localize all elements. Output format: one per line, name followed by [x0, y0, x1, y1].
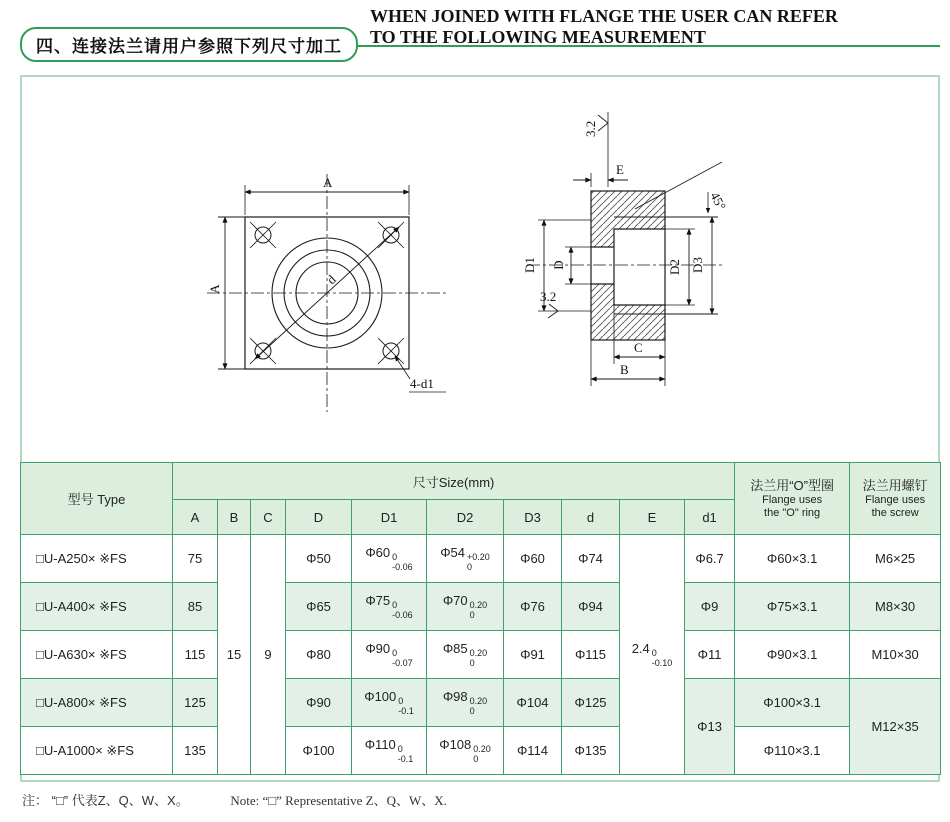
cell-d1-merged: Φ13 — [685, 679, 735, 775]
counterbore-outline — [614, 229, 665, 305]
cell-screw-merged: M12×35 — [850, 679, 941, 775]
col-header-C: C — [251, 500, 286, 535]
cell-D: Φ65 — [286, 583, 352, 631]
col-header-E: E — [620, 500, 685, 535]
cell-A: 75 — [173, 535, 218, 583]
cell-D3: Φ91 — [504, 631, 562, 679]
flange-front-view — [207, 174, 447, 412]
cell-A: 85 — [173, 583, 218, 631]
cell-D3: Φ76 — [504, 583, 562, 631]
surface-roughness-top-symbol — [598, 115, 608, 131]
page-title-en — [370, 6, 940, 48]
col-header-oring — [735, 463, 850, 535]
footnote-en: Note: “□” Representative Z、Q、W、X. — [230, 793, 447, 808]
holes-leader-line — [395, 356, 410, 379]
page-title-line1: WHEN JOINED WITH FLANGE THE USER CAN REFER — [370, 6, 838, 26]
oring-header-zh: 法兰用“O”型圈 — [750, 478, 834, 493]
col-header-screw — [850, 463, 941, 535]
cell-D: Φ90 — [286, 679, 352, 727]
table-row — [21, 535, 941, 583]
cell-d: Φ135 — [562, 727, 620, 775]
cell-A: 135 — [173, 727, 218, 775]
flange-section-view — [522, 112, 729, 386]
cell-d: Φ125 — [562, 679, 620, 727]
cell-D: Φ100 — [286, 727, 352, 775]
cell-d1: Φ11 — [685, 631, 735, 679]
cell-D1: Φ110 0 -0.1 — [352, 727, 427, 775]
dimension-table — [20, 462, 941, 775]
cell-D3: Φ60 — [504, 535, 562, 583]
cell-type: □U-A800× ※FS — [21, 679, 173, 727]
col-header-A: A — [173, 500, 218, 535]
col-header-D: D — [286, 500, 352, 535]
flange-drawings — [22, 77, 936, 462]
cell-D1: Φ60 0 -0.06 — [352, 535, 427, 583]
cell-d: Φ115 — [562, 631, 620, 679]
cell-oring: Φ110×3.1 — [735, 727, 850, 775]
dim-label-D: D — [551, 260, 566, 270]
cell-D2: Φ108 0.20 0 — [427, 727, 504, 775]
footnote-zh: 注： “□” 代表Z、Q、W、X。 — [22, 793, 189, 808]
table-row — [21, 679, 941, 727]
dim-label-A-left: A — [207, 284, 222, 294]
cell-oring: Φ90×3.1 — [735, 631, 850, 679]
cell-D2: Φ98 0.20 0 — [427, 679, 504, 727]
cell-B-merged: 15 — [218, 535, 251, 775]
cell-D2: Φ85 0.20 0 — [427, 631, 504, 679]
chamfer-label: 45° — [707, 189, 730, 213]
col-header-D1: D1 — [352, 500, 427, 535]
cell-type: □U-A250× ※FS — [21, 535, 173, 583]
col-header-d: d — [562, 500, 620, 535]
cell-D2: Φ70 0.20 0 — [427, 583, 504, 631]
cell-A: 115 — [173, 631, 218, 679]
cell-type: □U-A1000× ※FS — [21, 727, 173, 775]
table-row — [21, 583, 941, 631]
dim-label-E: E — [616, 162, 624, 177]
cell-D1: Φ100 0 -0.1 — [352, 679, 427, 727]
col-header-D3: D3 — [504, 500, 562, 535]
cell-D1: Φ75 0 -0.06 — [352, 583, 427, 631]
cell-D2: Φ54 +0.20 0 — [427, 535, 504, 583]
screw-header-en1: Flange uses — [865, 494, 926, 506]
cell-oring: Φ100×3.1 — [735, 679, 850, 727]
cell-D: Φ80 — [286, 631, 352, 679]
surface-roughness-top-label: 3.2 — [583, 120, 598, 137]
cell-D: Φ50 — [286, 535, 352, 583]
chamfer-line — [635, 162, 722, 209]
dim-label-bolt-circle: d — [323, 271, 339, 288]
cell-C-merged: 9 — [251, 535, 286, 775]
cell-screw: M10×30 — [850, 631, 941, 679]
dim-label-D1: D1 — [522, 257, 537, 273]
dim-label-D2: D2 — [667, 259, 682, 275]
dim-label-A-top: A — [323, 175, 333, 190]
cell-d: Φ94 — [562, 583, 620, 631]
screw-header-en2: the screw — [871, 507, 919, 519]
cell-type: □U-A400× ※FS — [21, 583, 173, 631]
col-header-d1: d1 — [685, 500, 735, 535]
screw-header-zh: 法兰用螺钉 — [862, 478, 928, 493]
table-row — [21, 727, 941, 775]
table-row — [21, 631, 941, 679]
col-header-B: B — [218, 500, 251, 535]
cell-D3: Φ104 — [504, 679, 562, 727]
col-header-type: 型号 Type — [21, 463, 173, 535]
cell-screw: M6×25 — [850, 535, 941, 583]
cell-screw: M8×30 — [850, 583, 941, 631]
page-title-line2: TO THE FOLLOWING MEASUREMENT — [370, 27, 706, 47]
cell-D1: Φ90 0 -0.07 — [352, 631, 427, 679]
cell-A: 125 — [173, 679, 218, 727]
section-body-hatch — [591, 191, 665, 340]
oring-header-en1: Flange uses — [762, 494, 823, 506]
footnote — [22, 790, 447, 809]
cell-type: □U-A630× ※FS — [21, 631, 173, 679]
cell-oring: Φ75×3.1 — [735, 583, 850, 631]
holes-label: 4-d1 — [410, 376, 434, 391]
col-header-size: 尺寸Size(mm) — [173, 463, 735, 500]
cell-d: Φ74 — [562, 535, 620, 583]
dim-label-D3: D3 — [690, 257, 705, 273]
cell-d1: Φ6.7 — [685, 535, 735, 583]
cell-oring: Φ60×3.1 — [735, 535, 850, 583]
oring-header-en2: the "O" ring — [764, 507, 821, 519]
surface-roughness-left-label: 3.2 — [540, 289, 557, 304]
col-header-D2: D2 — [427, 500, 504, 535]
cell-E-merged: 2.4 0 -0.10 — [620, 535, 685, 775]
dim-label-C: C — [634, 340, 643, 355]
cell-d1: Φ9 — [685, 583, 735, 631]
section-title-zh: 四、连接法兰请用户参照下列尺寸加工 — [36, 37, 342, 56]
section-title-pill — [20, 27, 358, 62]
cell-D3: Φ114 — [504, 727, 562, 775]
dim-label-B: B — [620, 362, 629, 377]
